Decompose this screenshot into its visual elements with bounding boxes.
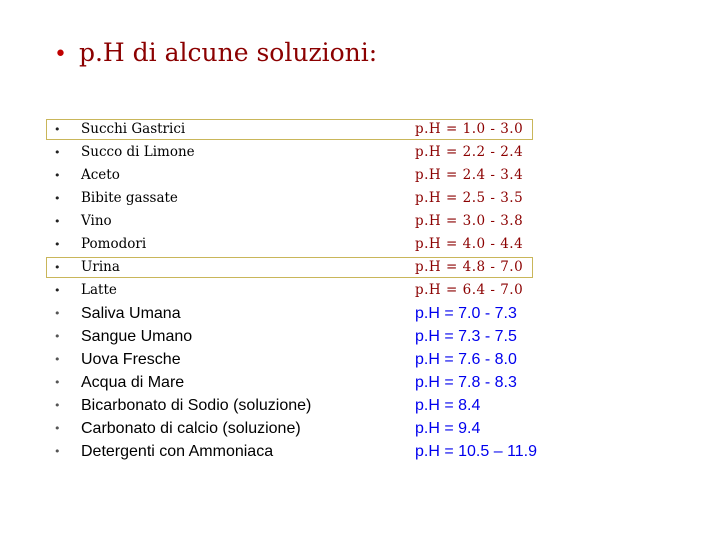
list-bullet: • (54, 238, 61, 251)
list-item (0, 256, 720, 279)
list-item (0, 233, 720, 256)
list-bullet: • (54, 307, 61, 320)
ph-value: p.H = 7.3 - 7.5 (415, 328, 517, 345)
list-bullet: • (54, 192, 61, 205)
list-item (0, 440, 720, 463)
solution-name: Succo di Limone (81, 144, 195, 160)
list-item (0, 164, 720, 187)
ph-value: p.H = 3.0 - 3.8 (415, 213, 524, 229)
list-bullet: • (54, 169, 61, 182)
slide-title (54, 38, 377, 67)
ph-value: p.H = 4.0 - 4.4 (415, 236, 524, 252)
list-bullet: • (54, 123, 61, 136)
ph-value: p.H = 7.6 - 8.0 (415, 351, 517, 368)
list-item (0, 279, 720, 302)
list-bullet: • (54, 261, 61, 274)
solution-name: Bicarbonato di Sodio (soluzione) (81, 397, 312, 414)
ph-value: p.H = 9.4 (415, 420, 481, 437)
solution-name: Detergenti con Ammoniaca (81, 443, 274, 460)
ph-value: p.H = 2.5 - 3.5 (415, 190, 524, 206)
list-bullet: • (54, 146, 61, 159)
solution-name: Succhi Gastrici (81, 121, 186, 137)
list-item (0, 325, 720, 348)
list-bullet: • (54, 330, 61, 343)
list-item (0, 348, 720, 371)
list-item (0, 187, 720, 210)
title-bullet: • (54, 42, 67, 67)
list-item (0, 302, 720, 325)
list-bullet: • (54, 353, 61, 366)
ph-value: p.H = 7.0 - 7.3 (415, 305, 517, 322)
list-item (0, 118, 720, 141)
list-bullet: • (54, 376, 61, 389)
ph-value: p.H = 8.4 (415, 397, 481, 414)
solution-name: Vino (81, 213, 112, 229)
list-item (0, 417, 720, 440)
list-bullet: • (54, 284, 61, 297)
ph-value: p.H = 6.4 - 7.0 (415, 282, 524, 298)
list-bullet: • (54, 215, 61, 228)
list-bullet: • (54, 422, 61, 435)
list-bullet: • (54, 399, 61, 412)
title-text: p.H di alcune soluzioni: (78, 38, 378, 67)
list-item (0, 394, 720, 417)
list-item (0, 371, 720, 394)
solution-name: Carbonato di calcio (soluzione) (81, 420, 301, 437)
solution-name: Acqua di Mare (81, 374, 185, 391)
ph-value: p.H = 4.8 - 7.0 (415, 259, 524, 275)
solution-name: Bibite gassate (81, 190, 178, 206)
solution-name: Urina (81, 259, 120, 275)
ph-value: p.H = 1.0 - 3.0 (415, 121, 524, 137)
solution-name: Sangue Umano (81, 328, 193, 345)
list-item (0, 141, 720, 164)
ph-value: p.H = 2.2 - 2.4 (415, 144, 524, 160)
list-bullet: • (54, 445, 61, 458)
solution-name: Aceto (81, 167, 120, 183)
solution-name: Uova Fresche (81, 351, 181, 368)
solution-name: Latte (81, 282, 117, 298)
solution-name: Pomodori (81, 236, 147, 252)
list-item (0, 210, 720, 233)
ph-value: p.H = 10.5 – 11.9 (415, 443, 538, 460)
ph-value: p.H = 7.8 - 8.3 (415, 374, 517, 391)
ph-value: p.H = 2.4 - 3.4 (415, 167, 524, 183)
solution-name: Saliva Umana (81, 305, 181, 322)
